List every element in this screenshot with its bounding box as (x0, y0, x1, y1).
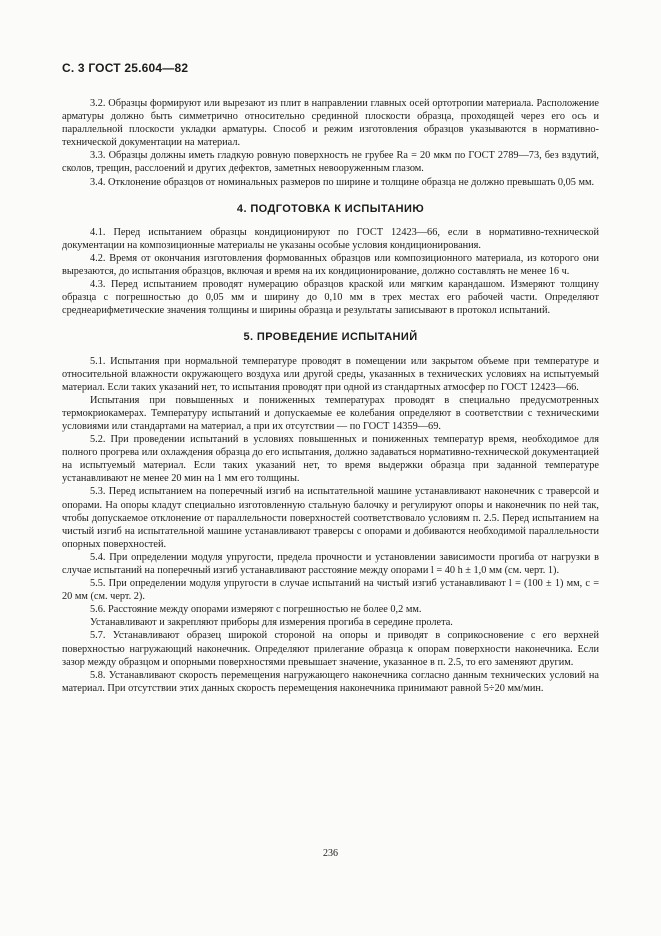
paragraph-5-3: 5.3. Перед испытанием на поперечный изгиб на испытательной машине устанавливают наконечник с траверсой и опорами. На опоры кладут специально изготовленную стальную балочку и регулируют опоры и наконечник по ней так, чтобы допускаемое отклонение от параллельности поверхностей соответствовало условиям п. 2.5. Перед испытанием на чистый изгиб на испытательной машине устанавливают траверсы с опорами и добиваются необходимой параллельности опорных поверхностей. (62, 486, 599, 550)
paragraph-3-3: 3.3. Образцы должны иметь гладкую ровную поверхность не грубее Ra = 20 мкм по ГОСТ 2789—73, без вздутий, сколов, трещин, расслоений и других дефектов, заметных невооруженным глазом. (62, 150, 599, 175)
running-header: С. 3 ГОСТ 25.604—82 (62, 61, 189, 75)
paragraph-5-5: 5.5. При определении модуля упругости в случае испытаний на чистый изгиб устанавливают l = (100 ± 1) мм, c = 20 мм (см. черт. 2). (62, 578, 599, 603)
paragraph-4-1: 4.1. Перед испытанием образцы кондиционируют по ГОСТ 12423—66, если в нормативно-технической документации на композиционные материалы не указаны особые условия кондиционирования. (62, 226, 599, 251)
document-body (62, 97, 599, 695)
paragraph-5-7: 5.7. Устанавливают образец широкой стороной на опоры и приводят в соприкосновение с его верхней поверхностью нагружающий наконечник. Определяют прилегание образца к опорам поверхности наконечника. Если зазор между образцом и опорными поверхностями превышает значение, указанное в п. 2.5, то его заменяют другим. (62, 630, 599, 668)
paragraph-3-2: 3.2. Образцы формируют или вырезают из плит в направлении главных осей ортотропии материала. Расположение арматуры должно быть симметрично относительно срединной плоскости образца, проходящей через его ось и параллельной плоскости укладки арматуры. Способ и режим изготовления образцов указываются в нормативно-технической документации на материал. (62, 98, 599, 149)
section-5-title: 5. ПРОВЕДЕНИЕ ИСПЫТАНИЙ (243, 331, 418, 344)
paragraph-5-4: 5.4. При определении модуля упругости, предела прочности и установлении зависимости прогиба от нагрузки в случае испытаний на поперечный изгиб устанавливают расстояние между опорами l = 40 h ± 1,0 мм (см. черт. 1). (62, 551, 599, 576)
paragraph-5-1: 5.1. Испытания при нормальной температуре проводят в помещении или закрытом объеме при температуре и относительной влажности окружающего воздуха или другой среды, указанных в технических условиях на испытуемый материал. Если таких указаний нет, то испытания проводят при одной из стандартных атмосфер по ГОСТ 12423—66. (62, 355, 599, 393)
paragraph-5-6: 5.6. Расстояние между опорами измеряют с погрешностью не более 0,2 мм. (90, 604, 422, 616)
paragraph-4-3: 4.3. Перед испытанием проводят нумерацию образцов краской или мягким карандашом. Измеряют толщину образца с погрешностью до 0,05 мм и ширину до 0,10 мм в трех местах его рабочей части. Определяют среднеарифметические значения толщины и ширины образца и результаты записывают в протокол испытаний. (62, 279, 599, 317)
paragraph-5-6-instruments: Устанавливают и закрепляют приборы для измерения прогиба в середине пролета. (90, 617, 453, 629)
section-4-title: 4. ПОДГОТОВКА К ИСПЫТАНИЮ (236, 202, 425, 215)
page-number: 236 (323, 848, 338, 859)
paragraph-4-2: 4.2. Время от окончания изготовления формованных образцов или композиционного материала, из которого они вырезаются, до испытания образцов, включая и время на их кондиционирование, должно составлять не менее 16 ч. (62, 252, 599, 278)
paragraph-3-4: 3.4. Отклонение образцов от номинальных размеров по ширине и толщине образца не должно превышать 0,05 мм. (90, 176, 595, 188)
paragraph-5-8: 5.8. Устанавливают скорость перемещения нагружающего наконечника согласно данным технических условий на материал. При отсутствии этих данных скорость перемещения наконечника принимают равной 5÷20 мм/мин. (62, 669, 599, 694)
paragraph-5-2: 5.2. При проведении испытаний в условиях повышенных и пониженных температур время, необходимое для полного прогрева или охлаждения образца до его испытания, должно задаваться нормативно-технической документацией на испытуемый материал. Если таких указаний нет, то время выдержки образца при заданной температуре устанавливают не менее 20 мин на 1 мм его толщины. (62, 434, 599, 485)
paragraph-5-1-temps: Испытания при повышенных и пониженных температурах проводят в специально предусмотренных термокриокамерах. Температуру испытаний и допускаемые ее колебания определяют в соответствии с техническими условиями или стандартами на материал, а при их отсутствии — по ГОСТ 14359—69. (62, 394, 599, 432)
